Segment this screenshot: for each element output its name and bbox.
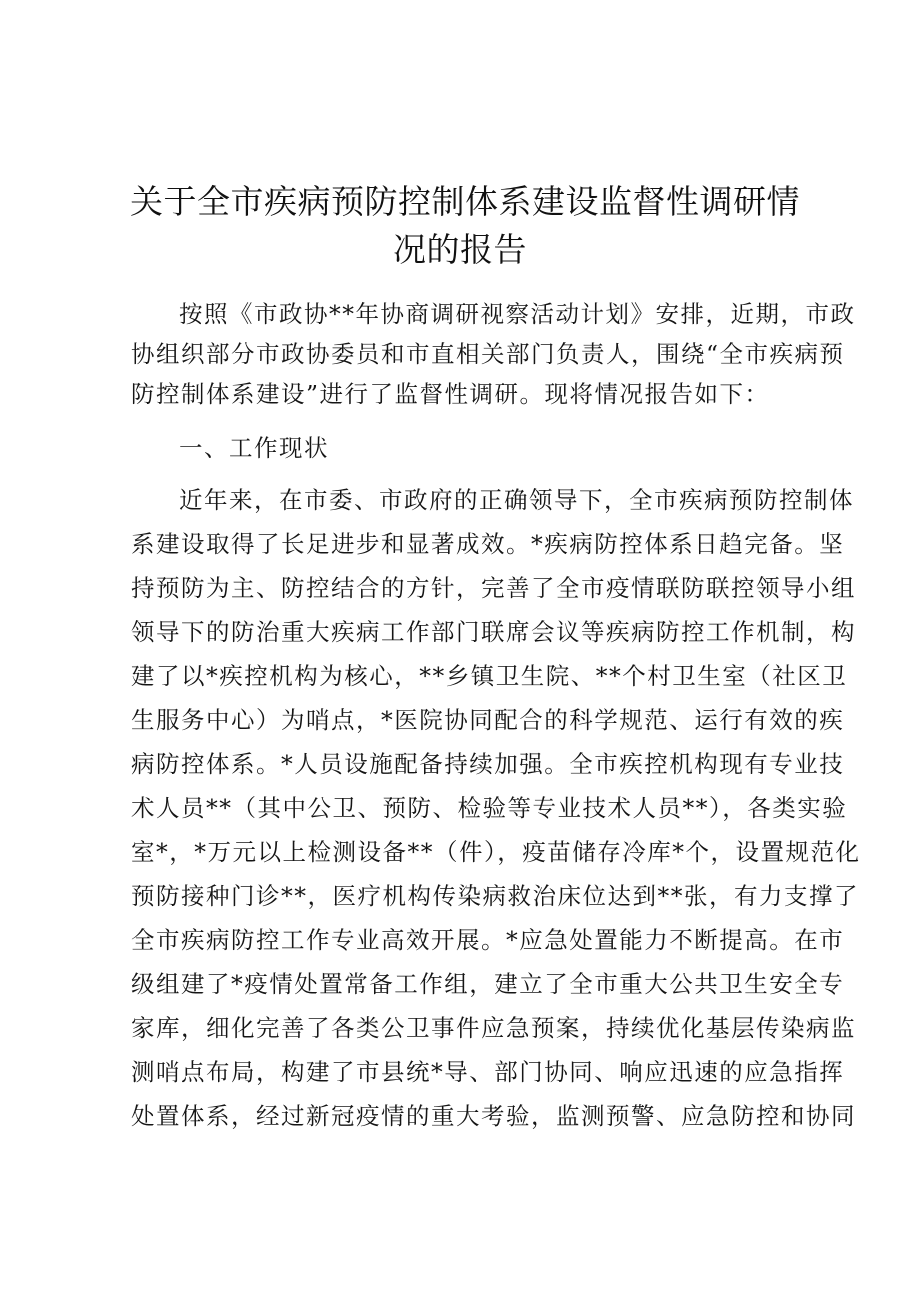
intro-paragraph <box>131 294 856 414</box>
body-line-13: 家库，细化完善了各类公卫事件应急预案，持续优化基层传染病监 <box>131 1014 856 1042</box>
title-line-1: 关于全市疾病预防控制体系建设监督性调研情 <box>130 182 800 221</box>
body-line-3: 持预防为主、防控结合的方针，完善了全市疫情联防联控领导小组 <box>131 574 856 602</box>
body-line-10: 预防接种门诊**，医疗机构传染病救治床位达到**张，有力支撑了 <box>131 882 859 910</box>
body-line-8: 术人员**（其中公卫、预防、检验等专业技术人员**），各类实验 <box>131 794 848 822</box>
intro-line-1: 按照《市政协**年协商调研视察活动计划》安排，近期，市政 <box>179 300 856 328</box>
body-line-12: 级组建了*疫情处置常备工作组，建立了全市重大公共卫生安全专 <box>131 970 845 998</box>
intro-line-3: 防控制体系建设”进行了监督性调研。现将情况报告如下： <box>131 380 770 408</box>
intro-line-2: 协组织部分市政协委员和市直相关部门负责人，围绕“全市疾病预 <box>131 340 845 368</box>
body-line-11: 全市疾病防控工作专业高效开展。*应急处置能力不断提高。在市 <box>131 926 845 954</box>
body-line-9: 室*，*万元以上检测设备**（件），疫苗储存冷库*个，设置规范化 <box>131 838 861 866</box>
document-title <box>130 178 800 274</box>
body-line-14: 测哨点布局，构建了市县统*导、部门协同、响应迅速的应急指挥 <box>131 1058 845 1086</box>
body-line-15: 处置体系，经过新冠疫情的重大考验，监测预警、应急防控和协同 <box>131 1102 856 1130</box>
body-line-5: 建了以*疾控机构为核心，**乡镇卫生院、**个村卫生室（社区卫 <box>131 662 848 690</box>
section-heading <box>131 428 794 468</box>
body-line-1: 近年来，在市委、市政府的正确领导下，全市疾病预防控制体 <box>179 486 854 514</box>
body-line-7: 病防控体系。*人员设施配备持续加强。全市疾控机构现有专业技 <box>131 750 845 778</box>
body-paragraph <box>131 478 861 1138</box>
body-line-4: 领导下的防治重大疾病工作部门联席会议等疾病防控工作机制，构 <box>131 618 856 646</box>
body-line-6: 生服务中心）为哨点，*医院协同配合的科学规范、运行有效的疾 <box>131 706 845 734</box>
title-line-2: 况的报告 <box>393 230 527 269</box>
body-line-2: 系建设取得了长足进步和显著成效。*疾病防控体系日趋完备。坚 <box>131 530 845 558</box>
section-heading-text: 一、工作现状 <box>179 434 329 462</box>
